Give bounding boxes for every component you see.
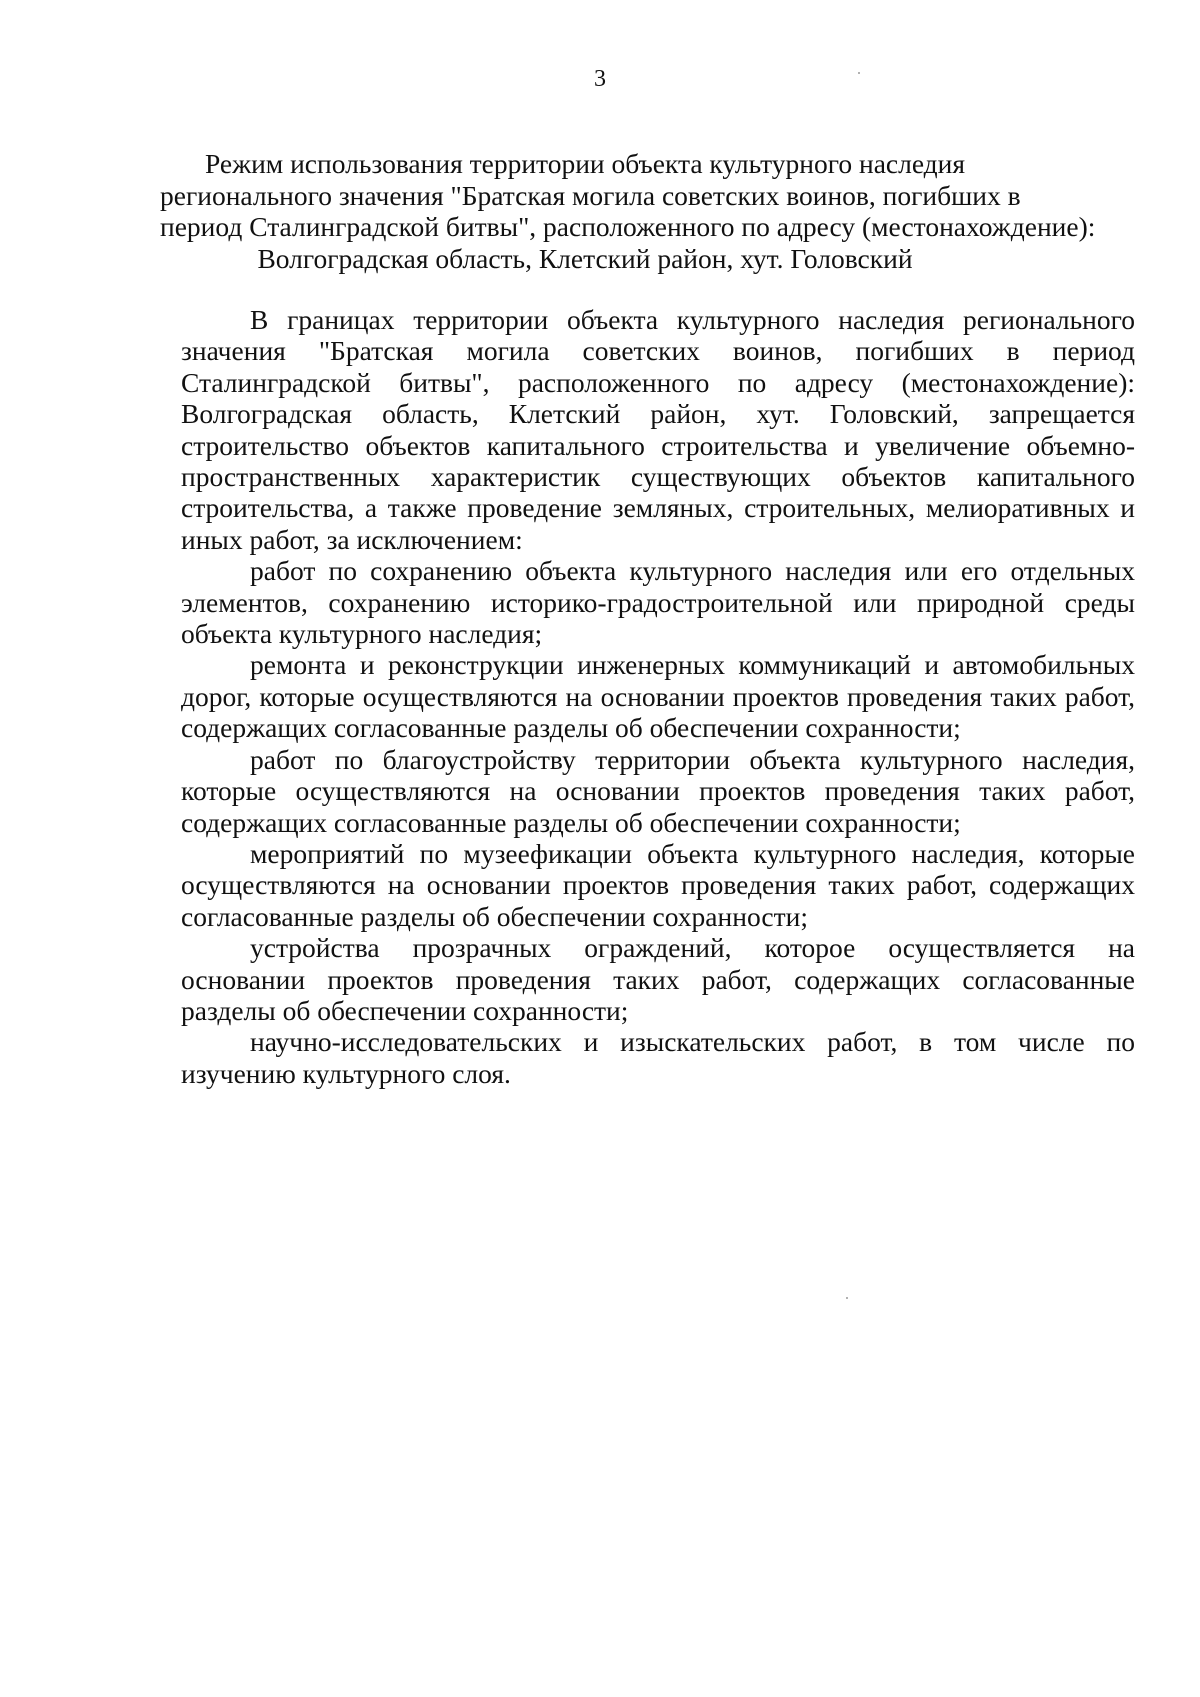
title-line: регионального значения "Братская могила советских воинов, погибших в (160, 179, 1021, 211)
paragraph-exception: устройства прозрачных ограждений, которое осуществляется на основании проектов проведения таких работ, содержащих согласованные разделы об обеспечении сохранности; (181, 932, 1135, 1026)
paragraph-exception: работ по сохранению объекта культурного наследия или его отдельных элементов, сохранению историко-градостроительной или природной среды объекта культурного наследия; (181, 555, 1135, 650)
scan-speck (846, 1297, 848, 1299)
paragraph-exception: мероприятий по музеефикации объекта культурного наследия, которые осуществляются на основании проектов проведения таких работ, содержащих согласованные разделы об обеспечении сохранности; (181, 837, 1135, 932)
title-line: Режим использования территории объекта культурного наследия (204, 148, 966, 179)
document-title (160, 148, 1096, 274)
scan-speck (858, 72, 860, 74)
document-body (181, 304, 1135, 1089)
paragraph-exception: работ по благоустройству территории объекта культурного наследия, которые осуществляются на основании проектов проведения таких работ, содержащих согласованные разделы об обеспечении сохранности; (181, 743, 1135, 838)
paragraph-intro: В границах территории объекта культурного наследия регионального значения "Братская могила советских воинов, погибших в период Сталинградской битвы", расположенного по адресу (местонахождение): Волгоградская область, Клетский район, хут. Головский, запрещается строительство объектов капитального строительства и увеличение объемно-пространственных характеристик существующих объектов капитального строительства, а также проведение земляных, строительных, мелиоративных и иных работ, за исключением: (181, 304, 1135, 555)
title-line: период Сталинградской битвы", расположенного по адресу (местонахождение): (160, 211, 1096, 242)
paragraph-exception: научно-исследовательских и изыскательских работ, в том числе по изучению культурного слоя. (181, 1026, 1135, 1089)
page-number: 3 (594, 66, 606, 92)
title-line: Волгоградская область, Клетский район, хут. Головский (257, 242, 913, 274)
paragraph-exception: ремонта и реконструкции инженерных коммуникаций и автомобильных дорог, которые осуществляются на основании проектов проведения таких работ, содержащих согласованные разделы об обеспечении сохранности; (181, 649, 1135, 744)
